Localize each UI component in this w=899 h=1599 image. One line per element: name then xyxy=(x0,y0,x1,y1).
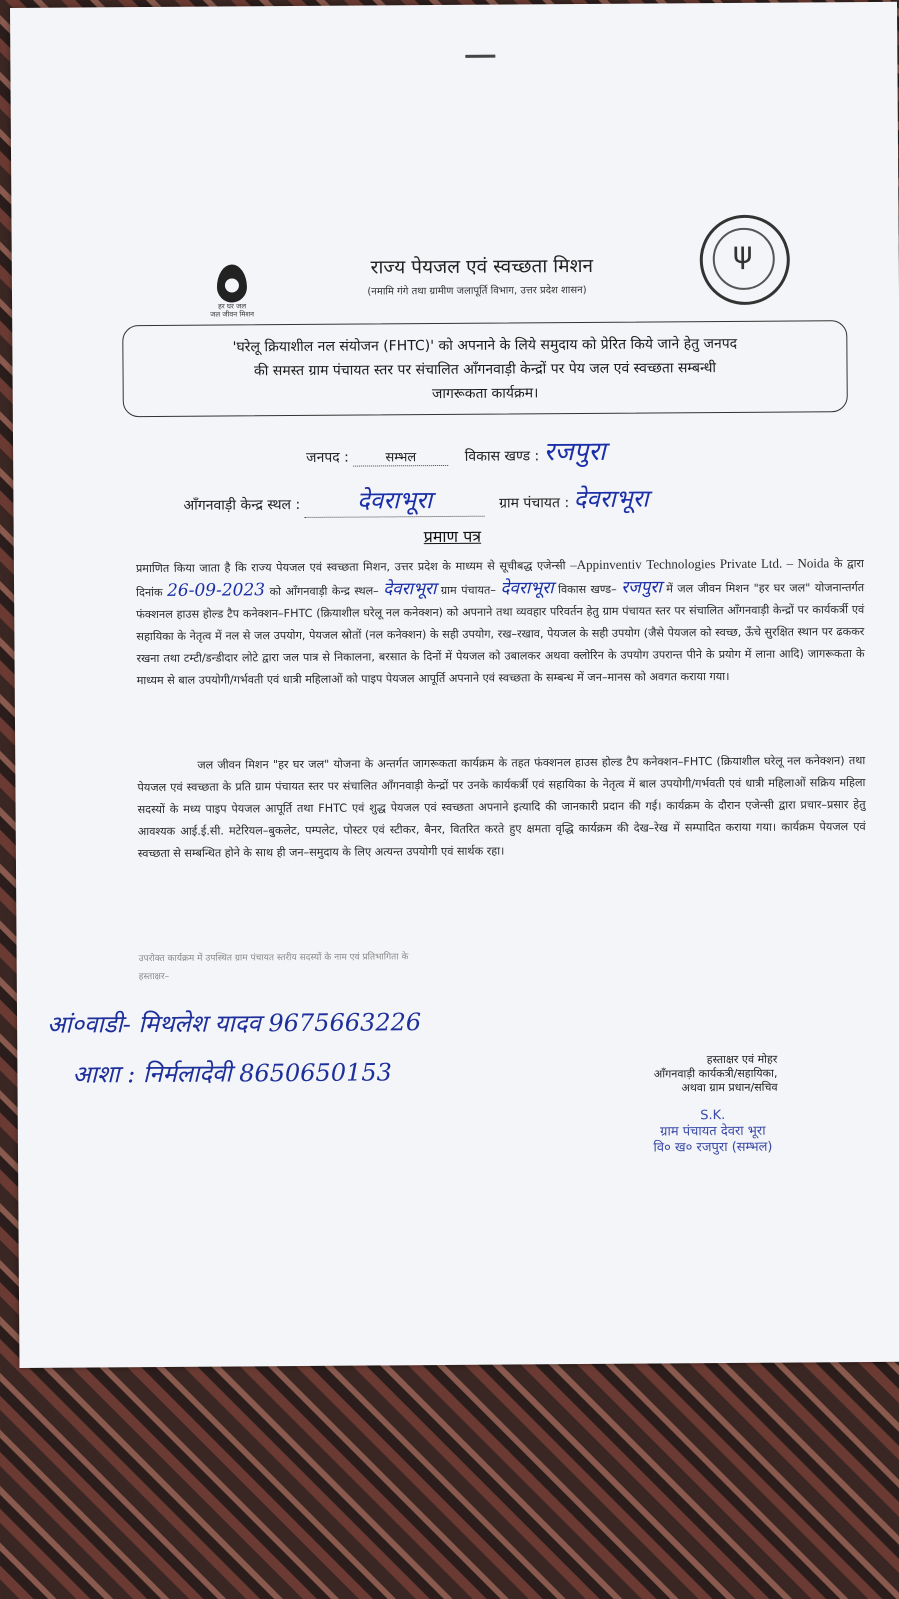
event-gram-panchayat: देवराभूरा xyxy=(500,578,554,599)
signature-line-3: अथवा ग्राम प्रधान/सचिव xyxy=(681,1080,778,1095)
asha-worker-entry: आशा : निर्मलादेवी 8650650153 xyxy=(72,1058,392,1089)
gram-panchayat-value: देवराभूरा xyxy=(573,484,649,514)
logo-subtext: जल जीवन मिशन xyxy=(210,310,255,319)
mission-subtitle: (नमामि गंगे तथा ग्रामीण जलापूर्ति विभाग, उत्तर प्रदेश शासन) xyxy=(367,284,587,298)
agency-name-a: –Appinventiv xyxy=(570,556,642,573)
emblem-icon: ψ xyxy=(732,235,753,271)
document-page xyxy=(10,2,899,1368)
certificate-paragraph-2: जल जीवन मिशन "हर घर जल" योजना के अन्तर्गत जागरूकता कार्यक्रम के तहत फंक्शनल हाउस होल्ड टैप कनेक्शन–FHTC (क्रियाशील घरेलू नल कनेक्शन) तथा पेयजल एवं स्वच्छता के प्रति ग्राम पंचायत स्तर पर संचालित आँगनवाड़ी केन्द्रों पर उनके कार्यकर्त्री एवं सहायिका के नेतृत्व में बाल उपयोगी/गर्भवती एवं धात्री महिलाओं सक्रिय महिला सदस्यों के मध्य पाइप पेयजल आपूर्ति तथा FHTC एवं शुद्ध पेयजल एवं स्वच्छता अपनाने इत्यादि की जानकारी प्रदान की गई। कार्यक्रम के दौरान एजेन्सी द्वारा प्रचार–प्रसार हेतु आवश्यक आई.ई.सी. मटेरियल–बुकलेट, पम्पलेट, पोस्टर एवं स्टीकर, बैनर, वितरित करते हुए क्षमता वृद्धि कार्यक्रम की देख–रेख में सम्पादित कराया गया। कार्यक्रम पेयजल एवं स्वच्छता से सम्बन्धित होने के साथ ही जन–समुदाय के लिए अत्यन्त उपयोगी एवं सार्थक रहा। xyxy=(137,754,866,861)
vikas-khand-value: रजपुरा xyxy=(543,436,606,468)
p1-text-e: विकास खण्ड– xyxy=(557,582,617,597)
attendance-signature-label: हस्ताक्षर– xyxy=(138,971,170,983)
official-stamp xyxy=(618,1107,808,1156)
kendra-label: आँगनवाड़ी केन्द्र स्थल : xyxy=(183,496,301,514)
logo-text: हर घर जल xyxy=(218,302,247,311)
vikas-khand-label: विकास खण्ड : xyxy=(464,448,540,465)
kendra-row xyxy=(183,482,648,519)
event-date: 26-09-2023 xyxy=(167,580,266,601)
program-line-2: की समस्त ग्राम पंचायत स्तर पर संचालित आँगनवाड़ी केन्द्रों पर पेय जल एवं स्वच्छता सम्बन्धी xyxy=(253,360,717,380)
jal-jeevan-mission-logo xyxy=(197,264,267,318)
stamp-line-2: ग्राम पंचायत देवरा भूरा xyxy=(660,1123,766,1140)
event-place: देवराभूरा xyxy=(383,579,437,600)
janpad-label: जनपद : xyxy=(306,449,349,466)
certificate-paragraph-1 xyxy=(136,552,865,692)
water-drop-icon xyxy=(217,264,247,302)
signature-block xyxy=(587,1053,777,1096)
anganwadi-worker-entry: आं०वाडी- मिथलेश यादव 9675663226 xyxy=(47,1008,422,1039)
kendra-value: देवराभूरा xyxy=(304,483,484,518)
p1-text-c: को आँगनवाड़ी केन्द्र स्थल– xyxy=(269,584,379,599)
page-mark xyxy=(465,55,495,58)
gram-panchayat-label: ग्राम पंचायत : xyxy=(498,495,570,512)
program-line-3: जागरूकता कार्यक्रम। xyxy=(431,385,539,403)
janpad-row xyxy=(306,432,606,470)
up-government-seal xyxy=(699,215,790,306)
stamp-line-1: S.K. xyxy=(700,1108,726,1124)
p1-text-a: प्रमाणित किया जाता है कि राज्य पेयजल एवं स्वच्छता मिशन, उत्तर प्रदेश के माध्यम से सूचीबद्ध एजेन्सी xyxy=(135,559,566,576)
certificate-title: प्रमाण पत्र xyxy=(423,526,482,547)
p1-text-d: ग्राम पंचायत– xyxy=(440,583,497,598)
agency-name-b: Technologies Private Ltd. – Noida xyxy=(646,555,830,572)
janpad-value: सम्भल xyxy=(353,447,448,467)
p1-text-f: में जल जीवन मिशन "हर घर जल" योजनान्तर्गत फंक्शनल हाउस होल्ड टैप कनेक्शन–FHTC (क्रियाशील घरेलू नल कनेक्शन) को अपनाने तथा व्यवहार परिवर्तन हेतु ग्राम पंचायत स्तर पर संचालित आँगनवाड़ी केन्द्रों पर कार्यकर्त्री एवं सहायिका के नेतृत्व में नल से जल उपयोग, पेयजल स्रोतों (नल कनेक्शन) के सही उपयोग, रख–रखाव, पेयजल के सही उपयोग (जैसे पेयजल को स्वच्छ, ऊँचे सुरक्षित स्थान पर ढककर रखना तथा टम्टी/डन्डीदार लोटे द्वारा जल पात्र से निकालना, बरसात के दिनों में पेयजल को उबालकर अथवा क्लोरिन के उपयोग उपरान्त पीने के प्रयोग में लाना आदि) जागरूकता के माध्यम से बाल उपयोगी/गर्भवती एवं धात्री महिलाओं को पाइप पेयजल आपूर्ति अपनाने एवं स्वच्छता के सम्बन्ध में जन–मानस को अवगत कराया गया। xyxy=(136,581,865,688)
signature-line-2: आँगनवाड़ी कार्यकत्री/सहायिका, xyxy=(653,1066,778,1081)
event-vikas-khand: रजपुरा xyxy=(621,577,662,598)
attendance-note: उपरोक्त कार्यक्रम में उपस्थित ग्राम पंचायत स्तरीय सदस्यों के नाम एवं प्रतिभागिता के xyxy=(138,952,409,965)
signature-line-1: हस्ताक्षर एवं मोहर xyxy=(706,1052,778,1067)
mission-title: राज्य पेयजल एवं स्वच्छता मिशन xyxy=(370,254,594,279)
program-title-box xyxy=(122,320,848,417)
program-line-1: 'घरेलू क्रियाशील नल संयोजन (FHTC)' को अपनाने के लिये समुदाय को प्रेरित किये जाने हेतु जनपद xyxy=(232,335,738,356)
stamp-line-3: वि० ख० रजपुरा (सम्भल) xyxy=(653,1139,773,1156)
p1-text-b: के द्वारा दिनांक xyxy=(136,557,864,600)
